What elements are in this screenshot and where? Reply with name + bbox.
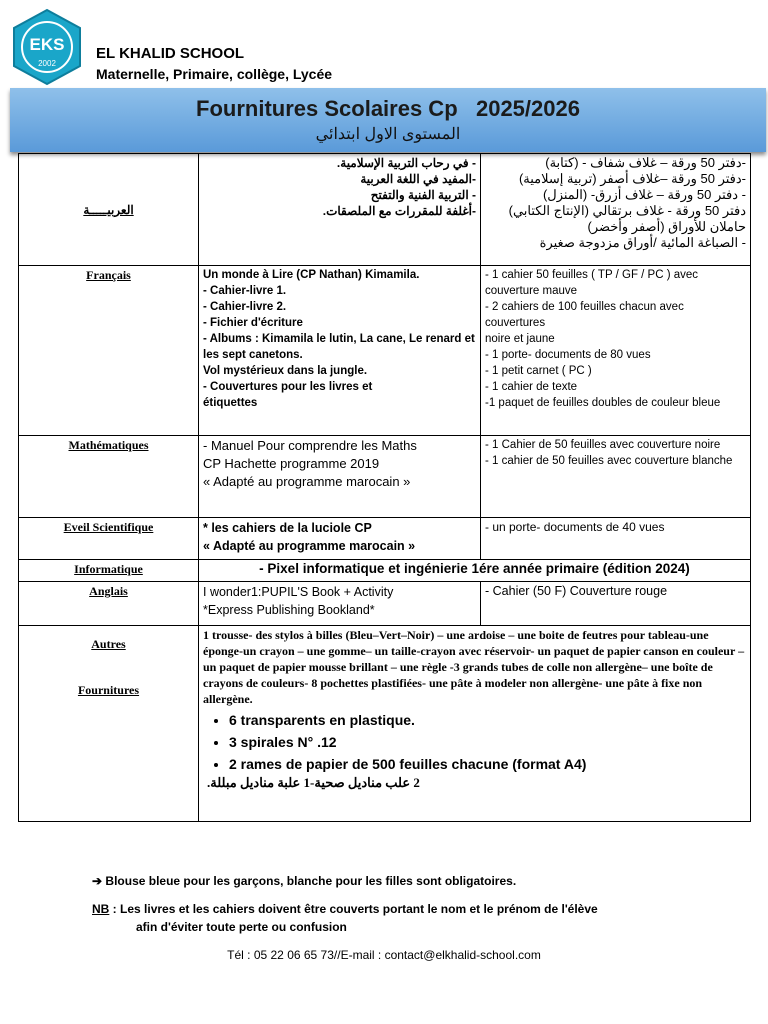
subject-cell: Français <box>19 266 199 436</box>
other-supplies-list <box>203 709 746 775</box>
merged-books-cell: - Pixel informatique et ingénierie 1ére année primaire (édition 2024) <box>199 560 751 582</box>
books-cell: * les cahiers de la luciole CP « Adapté au programme marocain » <box>199 518 481 560</box>
table-row <box>19 582 751 626</box>
books-cell: - Manuel Pour comprendre les Maths CP Hachette programme 2019 « Adapté au programme marocain » <box>199 436 481 518</box>
blouse-note <box>92 872 598 890</box>
school-logo <box>8 8 86 86</box>
page-title: Fournitures Scolaires Cp 2025/2026 <box>196 96 580 121</box>
subject-cell: Informatique <box>19 560 199 582</box>
arrow-icon: ➔ <box>92 874 103 888</box>
table-row <box>19 518 751 560</box>
supplies-cell: - 1 cahier 50 feuilles ( TP / GF / PC ) avec couverture mauve - 2 cahiers de 100 feuilles chacun avec couvertures noire et jaune - 1 porte- documents de 80 vues - 1 petit carnet ( PC ) - 1 cahier de texte -1 paquet de feuilles doubles de couleur bleue <box>481 266 751 436</box>
supplies-cell: -دفتر 50 ورقة – غلاف شفاف - (كتابة) -دفتر 50 ورقة –غلاف أصفر (تربية إسلامية) - دفتر 50 ورقة – غلاف أزرق- (المنزل) دفتر 50 ورقة - غلاف برتقالي (الإنتاج الكتابي) حاملان للأوراق (أصفر وأخضر) - الصباغة المائية /أوراق مزدوجة صغيرة <box>481 154 751 266</box>
books-cell: - في رحاب التربية الإسلامية. -المفيد في اللغة العربية - التربية الفنية والتفتح -أغلفة للمقررات مع الملصقات. <box>199 154 481 266</box>
logo-year: 2002 <box>38 59 56 68</box>
supplies-table <box>18 153 751 822</box>
nb-note <box>92 900 598 918</box>
subject-cell: Mathématiques <box>19 436 199 518</box>
school-name: EL KHALID SCHOOL <box>96 45 245 62</box>
other-supplies-ar: 2 علب مناديل صحية-1 علبة مناديل مبللة. <box>207 775 420 790</box>
table-row <box>19 436 751 518</box>
table-row <box>19 626 751 822</box>
supplies-cell: - Cahier (50 F) Couverture rouge <box>481 582 751 626</box>
title-banner <box>10 88 766 152</box>
subject-cell: العربيـــــة <box>19 154 199 266</box>
nb-text-2: afin d'éviter toute perte ou confusion <box>136 920 347 934</box>
list-item: • 2 rames de papier de 500 feuilles chacune (format A4) <box>229 753 746 775</box>
logo-text: EKS <box>29 35 65 54</box>
other-supplies-cell <box>199 626 751 822</box>
school-levels: Maternelle, Primaire, collège, Lycée <box>96 66 333 82</box>
nb-text: : Les livres et les cahiers doivent être couverts portant le nom et le prénom de l'élève <box>109 902 598 916</box>
contact-info: Tél : 05 22 06 65 73//E-mail : contact@elkhalid-school.com <box>227 948 541 962</box>
other-supplies-text: 1 trousse- des stylos à billes (Bleu–Vert–Noir) – une ardoise – une boite de feutres pour tableau-une éponge-un crayon – une gomme– un taille-crayon avec réservoir- un paquet de papier canson en couleur –un paquet de papier mousse brillant – une règle -3 grands tubes de colle non allergène– une boîte de crayons de couleurs- 8 pochettes plastifiées- une pâte à modeler non allergène- une pâte à fixe non allergène. <box>203 628 745 706</box>
subject-cell: Anglais <box>19 582 199 626</box>
list-item: • 3 spirales N° .12 <box>229 731 746 753</box>
notes <box>92 872 598 936</box>
supplies-cell: - 1 Cahier de 50 feuilles avec couverture noire - 1 cahier de 50 feuilles avec couverture blanche <box>481 436 751 518</box>
page-subtitle-ar: المستوى الاول ابتدائي <box>315 126 461 143</box>
books-cell: Un monde à Lire (CP Nathan) Kimamila. - Cahier-livre 1. - Cahier-livre 2. - Fichier d'écriture - Albums : Kimamila le lutin, La cane, Le renard et les sept canetons. Vol mystérieux dans la jungle. - Couvertures pour les livres et étiquettes <box>199 266 481 436</box>
books-cell: I wonder1:PUPIL'S Book + Activity *Express Publishing Bookland* <box>199 582 481 626</box>
school-header <box>96 44 332 84</box>
subject-fournitures: Fournitures <box>77 683 140 697</box>
list-item: • 6 transparents en plastique. <box>229 709 746 731</box>
nb-label: NB <box>92 902 110 916</box>
supplies-cell: - un porte- documents de 40 vues <box>481 518 751 560</box>
blouse-text: Blouse bleue pour les garçons, blanche pour les filles sont obligatoires. <box>105 874 517 888</box>
table-row <box>19 560 751 582</box>
table-row <box>19 154 751 266</box>
subject-cell: Eveil Scientifique <box>19 518 199 560</box>
subject-cell <box>19 626 199 822</box>
subject-autres: Autres <box>91 637 126 651</box>
table-row <box>19 266 751 436</box>
